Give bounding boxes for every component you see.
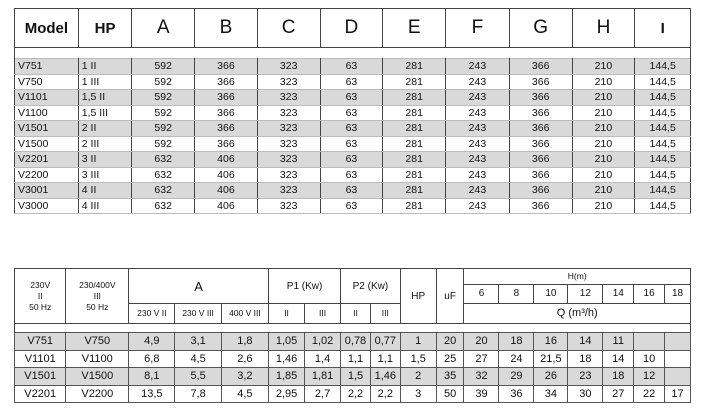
dimension-cell: 243 [446,121,510,137]
header-a-400v-iii: 400 V III [221,304,268,324]
performance-cell: 5,5 [175,368,221,386]
dimension-row [15,136,691,152]
dimension-cell: 281 [383,152,446,168]
header-230-400v-line1: 230/400V [79,279,116,290]
performance-row [15,385,691,403]
header-row-1 [15,269,691,285]
performance-cell: 3 [400,385,436,403]
dimension-cell: 63 [320,105,383,121]
dimension-cell: 243 [446,105,510,121]
dimension-cell: 210 [572,90,635,106]
dimension-cell: 323 [257,152,320,168]
dimension-cell: 210 [572,198,635,214]
performance-cell: 36 [499,385,534,403]
performance-cell: V1500 [66,368,129,386]
performance-table [14,268,691,403]
dimension-cell: 366 [509,183,572,199]
performance-row [15,350,691,368]
dimension-cell: 366 [509,152,572,168]
header-head-value: 14 [603,284,634,304]
dimension-cell: 366 [195,59,258,75]
performance-cell: 23 [568,368,603,386]
dimension-cell: 144,5 [635,105,691,121]
dimension-cell: 323 [257,121,320,137]
dimension-cell: 406 [195,167,258,183]
header-d: D [320,9,383,48]
dimension-cell: 281 [383,121,446,137]
dimension-cell: 144,5 [635,198,691,214]
dimension-cell: 210 [572,105,635,121]
dimension-cell: 281 [383,90,446,106]
performance-cell: 22 [634,385,665,403]
dimension-cell: 592 [132,121,195,137]
dimension-cell: 243 [446,136,510,152]
performance-cell [665,368,691,386]
performance-cell: 3,2 [221,368,268,386]
header-b: B [195,9,258,48]
dimension-cell: 592 [132,59,195,75]
dimension-cell: 1 III [78,74,132,90]
dimension-cell: 63 [320,183,383,199]
performance-cell: 34 [534,385,568,403]
header-head-value: 16 [634,284,665,304]
dimension-cell: 281 [383,59,446,75]
dimension-row [15,152,691,168]
header-f: F [446,9,510,48]
performance-cell: 20 [436,333,464,351]
performance-cell: 1,02 [305,333,341,351]
dimension-cell: 281 [383,136,446,152]
header-230v [15,269,66,324]
performance-cell: 7,8 [175,385,221,403]
performance-cell: V750 [66,333,129,351]
header-p2-ii: II [341,304,371,324]
dimension-cell: 1,5 III [78,105,132,121]
dimension-cell: 632 [132,183,195,199]
performance-cell: 2 [400,368,436,386]
dimension-row [15,198,691,214]
dimension-cell: 210 [572,59,635,75]
performance-cell: V2201 [15,385,66,403]
header-flow-q: Q (m³/h) [464,304,691,324]
header-c: C [257,9,320,48]
dimension-cell: 323 [257,198,320,214]
performance-cell: 26 [534,368,568,386]
dimension-row [15,183,691,199]
header-a-current: A [129,269,269,304]
performance-cell: 27 [464,350,499,368]
dimension-cell: 4 III [78,198,132,214]
dimension-cell: V750 [15,74,79,90]
dimension-cell: 243 [446,198,510,214]
header-a-230v-ii: 230 V II [129,304,175,324]
dimension-cell: 2 III [78,136,132,152]
dimension-cell: 366 [195,121,258,137]
performance-cell: 13,5 [129,385,175,403]
dimension-cell: 366 [509,136,572,152]
dimension-cell: 144,5 [635,90,691,106]
performance-cell: 30 [568,385,603,403]
header-a-230v-iii: 230 V III [175,304,221,324]
dimension-cell: V1101 [15,90,79,106]
performance-cell: 18 [568,350,603,368]
performance-cell: 1,85 [269,368,305,386]
dimension-row [15,121,691,137]
header-230-400v-line3: 50 Hz [86,301,109,312]
header-head-m: H(m) [464,269,691,285]
performance-cell: 0,78 [341,333,371,351]
header-p1-iii: III [305,304,341,324]
performance-cell: 4,9 [129,333,175,351]
performance-cell: V1101 [15,350,66,368]
dimension-cell: 323 [257,167,320,183]
dimension-cell: 63 [320,167,383,183]
performance-cell: 27 [603,385,634,403]
performance-cell: 4,5 [221,385,268,403]
header-head-value: 10 [534,284,568,304]
dimension-cell: 63 [320,198,383,214]
dimension-cell: 210 [572,121,635,137]
dimension-cell: 63 [320,59,383,75]
performance-cell: V1100 [66,350,129,368]
dimension-cell: 281 [383,74,446,90]
dimension-cell: 366 [509,90,572,106]
performance-cell: 14 [568,333,603,351]
performance-cell [665,333,691,351]
performance-cell: 29 [499,368,534,386]
header-head-value: 6 [464,284,499,304]
dimension-cell: 243 [446,167,510,183]
header-head-value: 8 [499,284,534,304]
performance-row [15,333,691,351]
performance-cell: 2,2 [370,385,400,403]
performance-cell: 1,5 [341,368,371,386]
dimension-cell: 210 [572,74,635,90]
dimension-cell: 592 [132,105,195,121]
performance-cell: 20 [464,333,499,351]
header-h: H [572,9,635,48]
dimension-cell: 1,5 II [78,90,132,106]
performance-cell: 1,1 [341,350,371,368]
dimension-cell: V2201 [15,152,79,168]
performance-cell: 32 [464,368,499,386]
performance-cell: 1 [400,333,436,351]
performance-row [15,368,691,386]
header-g: G [509,9,572,48]
performance-cell: 2,7 [305,385,341,403]
dimension-cell: 366 [195,136,258,152]
dimension-cell: 323 [257,183,320,199]
performance-cell: 8,1 [129,368,175,386]
performance-cell: 1,5 [400,350,436,368]
dimension-cell: 406 [195,198,258,214]
dimension-cell: 243 [446,90,510,106]
header-230v-line1: 230V [30,279,51,290]
dimension-cell: 323 [257,74,320,90]
dimension-cell: 3 III [78,167,132,183]
dimension-cell: 144,5 [635,74,691,90]
dimension-cell: 592 [132,136,195,152]
performance-cell: 14 [603,350,634,368]
performance-cell: 10 [634,350,665,368]
dimension-cell: 144,5 [635,136,691,152]
dimension-cell: 210 [572,152,635,168]
dimension-cell: V3000 [15,198,79,214]
dimension-cell: 366 [509,59,572,75]
header-row [15,9,691,48]
dimension-cell: V1100 [15,105,79,121]
performance-cell: 2,95 [269,385,305,403]
dimension-cell: 406 [195,152,258,168]
performance-cell: V751 [15,333,66,351]
dimension-cell: 281 [383,183,446,199]
header-uf: uF [436,269,464,324]
performance-cell: 35 [436,368,464,386]
performance-cell: 12 [634,368,665,386]
dimension-cell: 592 [132,74,195,90]
performance-cell: 11 [603,333,634,351]
performance-cell: 1,46 [269,350,305,368]
dimension-cell: 406 [195,183,258,199]
dimension-cell: 281 [383,198,446,214]
header-p1-ii: II [269,304,305,324]
dimension-cell: 210 [572,183,635,199]
header-230-400v [66,269,129,324]
dimension-cell: 281 [383,167,446,183]
header-head-value: 18 [665,284,691,304]
performance-cell: 17 [665,385,691,403]
header-i: I [635,9,691,48]
dimension-cell: 281 [383,105,446,121]
dimension-cell: 366 [195,74,258,90]
dimension-row [15,105,691,121]
performance-cell: V2200 [66,385,129,403]
header-230v-line2: II [37,290,43,301]
header-p1: P1 (Kw) [269,269,341,304]
dimension-cell: 144,5 [635,167,691,183]
dimension-cell: 144,5 [635,183,691,199]
performance-cell: 25 [436,350,464,368]
header-hp-col: HP [400,269,436,324]
dimension-cell: 144,5 [635,59,691,75]
performance-cell: 50 [436,385,464,403]
dimension-cell: 63 [320,152,383,168]
dimension-cell: 366 [509,167,572,183]
dimension-cell: 632 [132,152,195,168]
performance-cell: 2,2 [341,385,371,403]
dimension-cell: 632 [132,198,195,214]
dimension-cell: 1 II [78,59,132,75]
dimension-cell: V751 [15,59,79,75]
performance-cell: 1,81 [305,368,341,386]
dimension-row [15,59,691,75]
dimension-cell: V1500 [15,136,79,152]
dimension-cell: 63 [320,136,383,152]
performance-cell: 1,4 [305,350,341,368]
dimension-cell: 210 [572,136,635,152]
dimension-cell: 592 [132,90,195,106]
dimension-cell: 632 [132,167,195,183]
dimension-cell: 63 [320,121,383,137]
header-a: A [132,9,195,48]
performance-cell: 1,1 [370,350,400,368]
header-model: Model [15,9,79,48]
dimension-row [15,167,691,183]
dimension-cell: 243 [446,74,510,90]
dimension-cell: 63 [320,74,383,90]
header-p2-iii: III [370,304,400,324]
dimension-cell: 366 [195,105,258,121]
dimension-cell: 243 [446,152,510,168]
performance-cell: V1501 [15,368,66,386]
dimension-cell: 3 II [78,152,132,168]
performance-cell [634,333,665,351]
performance-cell: 6,8 [129,350,175,368]
dimension-row [15,90,691,106]
dimension-cell: 323 [257,90,320,106]
performance-cell: 24 [499,350,534,368]
header-230-400v-line2: III [93,290,101,301]
header-head-value: 12 [568,284,603,304]
dimension-cell: 323 [257,59,320,75]
dimension-row [15,74,691,90]
performance-cell [665,350,691,368]
performance-cell: 18 [603,368,634,386]
performance-cell: 1,8 [221,333,268,351]
dimension-cell: 366 [509,121,572,137]
header-e: E [383,9,446,48]
dimension-cell: V1501 [15,121,79,137]
dimension-cell: 144,5 [635,121,691,137]
dimension-cell: 323 [257,136,320,152]
performance-cell: 21,5 [534,350,568,368]
dimension-cell: 63 [320,90,383,106]
dimension-cell: 243 [446,183,510,199]
performance-cell: 18 [499,333,534,351]
dimension-cell: 366 [509,105,572,121]
performance-cell: 4,5 [175,350,221,368]
performance-cell: 1,05 [269,333,305,351]
dimension-cell: 4 II [78,183,132,199]
dimension-cell: 210 [572,167,635,183]
performance-cell: 16 [534,333,568,351]
performance-cell: 2,6 [221,350,268,368]
dimension-cell: 243 [446,59,510,75]
performance-cell: 1,46 [370,368,400,386]
dimension-cell: 2 II [78,121,132,137]
dimension-cell: 323 [257,105,320,121]
dimension-cell: 366 [195,90,258,106]
header-230v-line3: 50 Hz [29,301,52,312]
performance-cell: 3,1 [175,333,221,351]
dimensions-table [14,8,691,214]
header-hp: HP [78,9,132,48]
dimension-cell: 366 [509,74,572,90]
dimension-cell: 366 [509,198,572,214]
dimension-cell: V2200 [15,167,79,183]
dimension-cell: V3001 [15,183,79,199]
dimension-cell: 144,5 [635,152,691,168]
performance-cell: 0,77 [370,333,400,351]
header-p2: P2 (Kw) [341,269,401,304]
performance-cell: 39 [464,385,499,403]
